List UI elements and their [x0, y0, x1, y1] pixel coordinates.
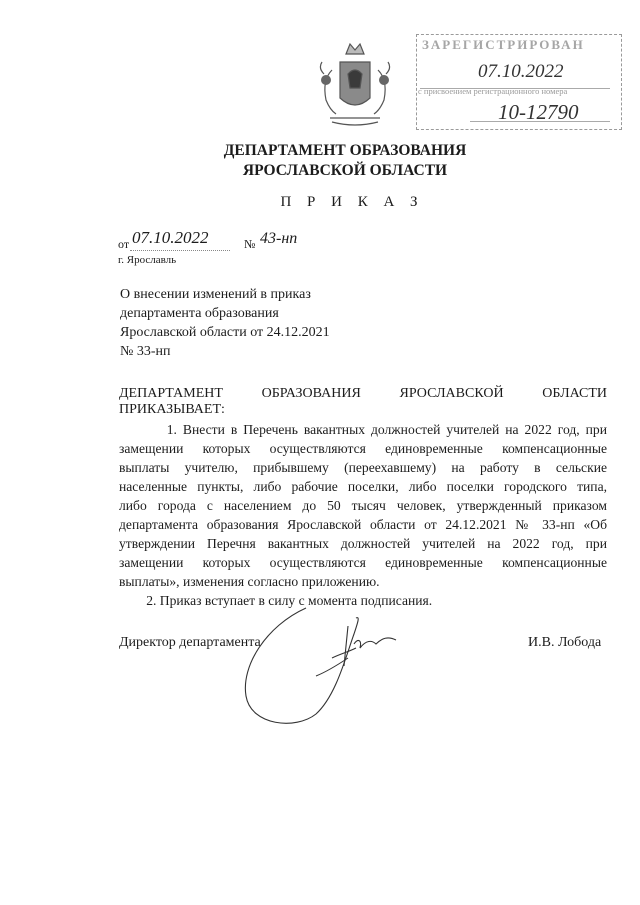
- date-underline: [130, 250, 230, 251]
- body-line: замещении которых осуществляются единовременные компенсационные: [119, 555, 607, 570]
- date-prefix: от: [118, 237, 130, 251]
- subject-line: Ярославской области от 24.12.2021: [120, 325, 330, 340]
- body-line: замещении которых осуществляются единовременные компенсационные: [119, 441, 607, 456]
- handwritten-signature: [236, 596, 436, 732]
- body-line: департамента образования Ярославской области от 24.12.2021 № 33-нп «Об: [119, 517, 607, 532]
- coat-of-arms-emblem: [312, 40, 398, 130]
- stamp-date: 07.10.2022: [478, 61, 564, 82]
- stamp-divider: [470, 121, 610, 122]
- number-prefix: №: [244, 237, 256, 251]
- body-line: утверждении Перечня вакантных должностей учителей на 2022 год, при: [119, 536, 607, 551]
- order-date: 07.10.2022: [132, 228, 209, 247]
- subject-line: № 33-нп: [120, 344, 171, 359]
- body-line: населенные пункты, либо рабочие поселки, либо поселки городского типа,: [119, 479, 607, 494]
- preamble-word: ЯРОСЛАВСКОЙ: [399, 386, 504, 401]
- preamble-line: [119, 386, 607, 402]
- subject-line: О внесении изменений в приказ: [120, 287, 311, 302]
- preamble-word: ОБЛАСТИ: [542, 386, 607, 401]
- organization-name-line2: ЯРОСЛАВСКОЙ ОБЛАСТИ: [242, 162, 448, 179]
- body-line: либо города с населением до 50 тысяч человек, утвержденный приказом: [119, 498, 607, 513]
- preamble-word: ДЕПАРТАМЕНТ: [119, 386, 223, 401]
- stamp-registration-number: 10-12790: [498, 100, 579, 124]
- signatory-name: И.В. Лобода: [528, 635, 602, 650]
- body-line: 1. Внести в Перечень вакантных должностей учителей на 2022 год, при: [119, 422, 607, 437]
- stamp-title: ЗАРЕГИСТРИРОВАН: [422, 37, 585, 52]
- body-line: выплаты учителю, прибывшему (переехавшему) на работу в сельские: [119, 460, 607, 475]
- body-line: 2. Приказ вступает в силу с момента подписания.: [119, 593, 433, 608]
- preamble-word: ОБРАЗОВАНИЯ: [261, 386, 361, 401]
- city-name: г. Ярославль: [118, 254, 177, 266]
- organization-name-line1: ДЕПАРТАМЕНТ ОБРАЗОВАНИЯ: [223, 142, 467, 159]
- orders-heading: ПРИКАЗЫВАЕТ:: [119, 402, 225, 417]
- signatory-position: Директор департамента: [119, 635, 261, 650]
- subject-line: департамента образования: [120, 306, 279, 321]
- order-number: 43-нп: [260, 230, 298, 247]
- document-type-title: П Р И К А З: [280, 194, 424, 210]
- stamp-note: с присвоением регистрационного номера: [418, 86, 568, 96]
- body-line: выплаты», изменения согласно приложению.: [119, 574, 380, 589]
